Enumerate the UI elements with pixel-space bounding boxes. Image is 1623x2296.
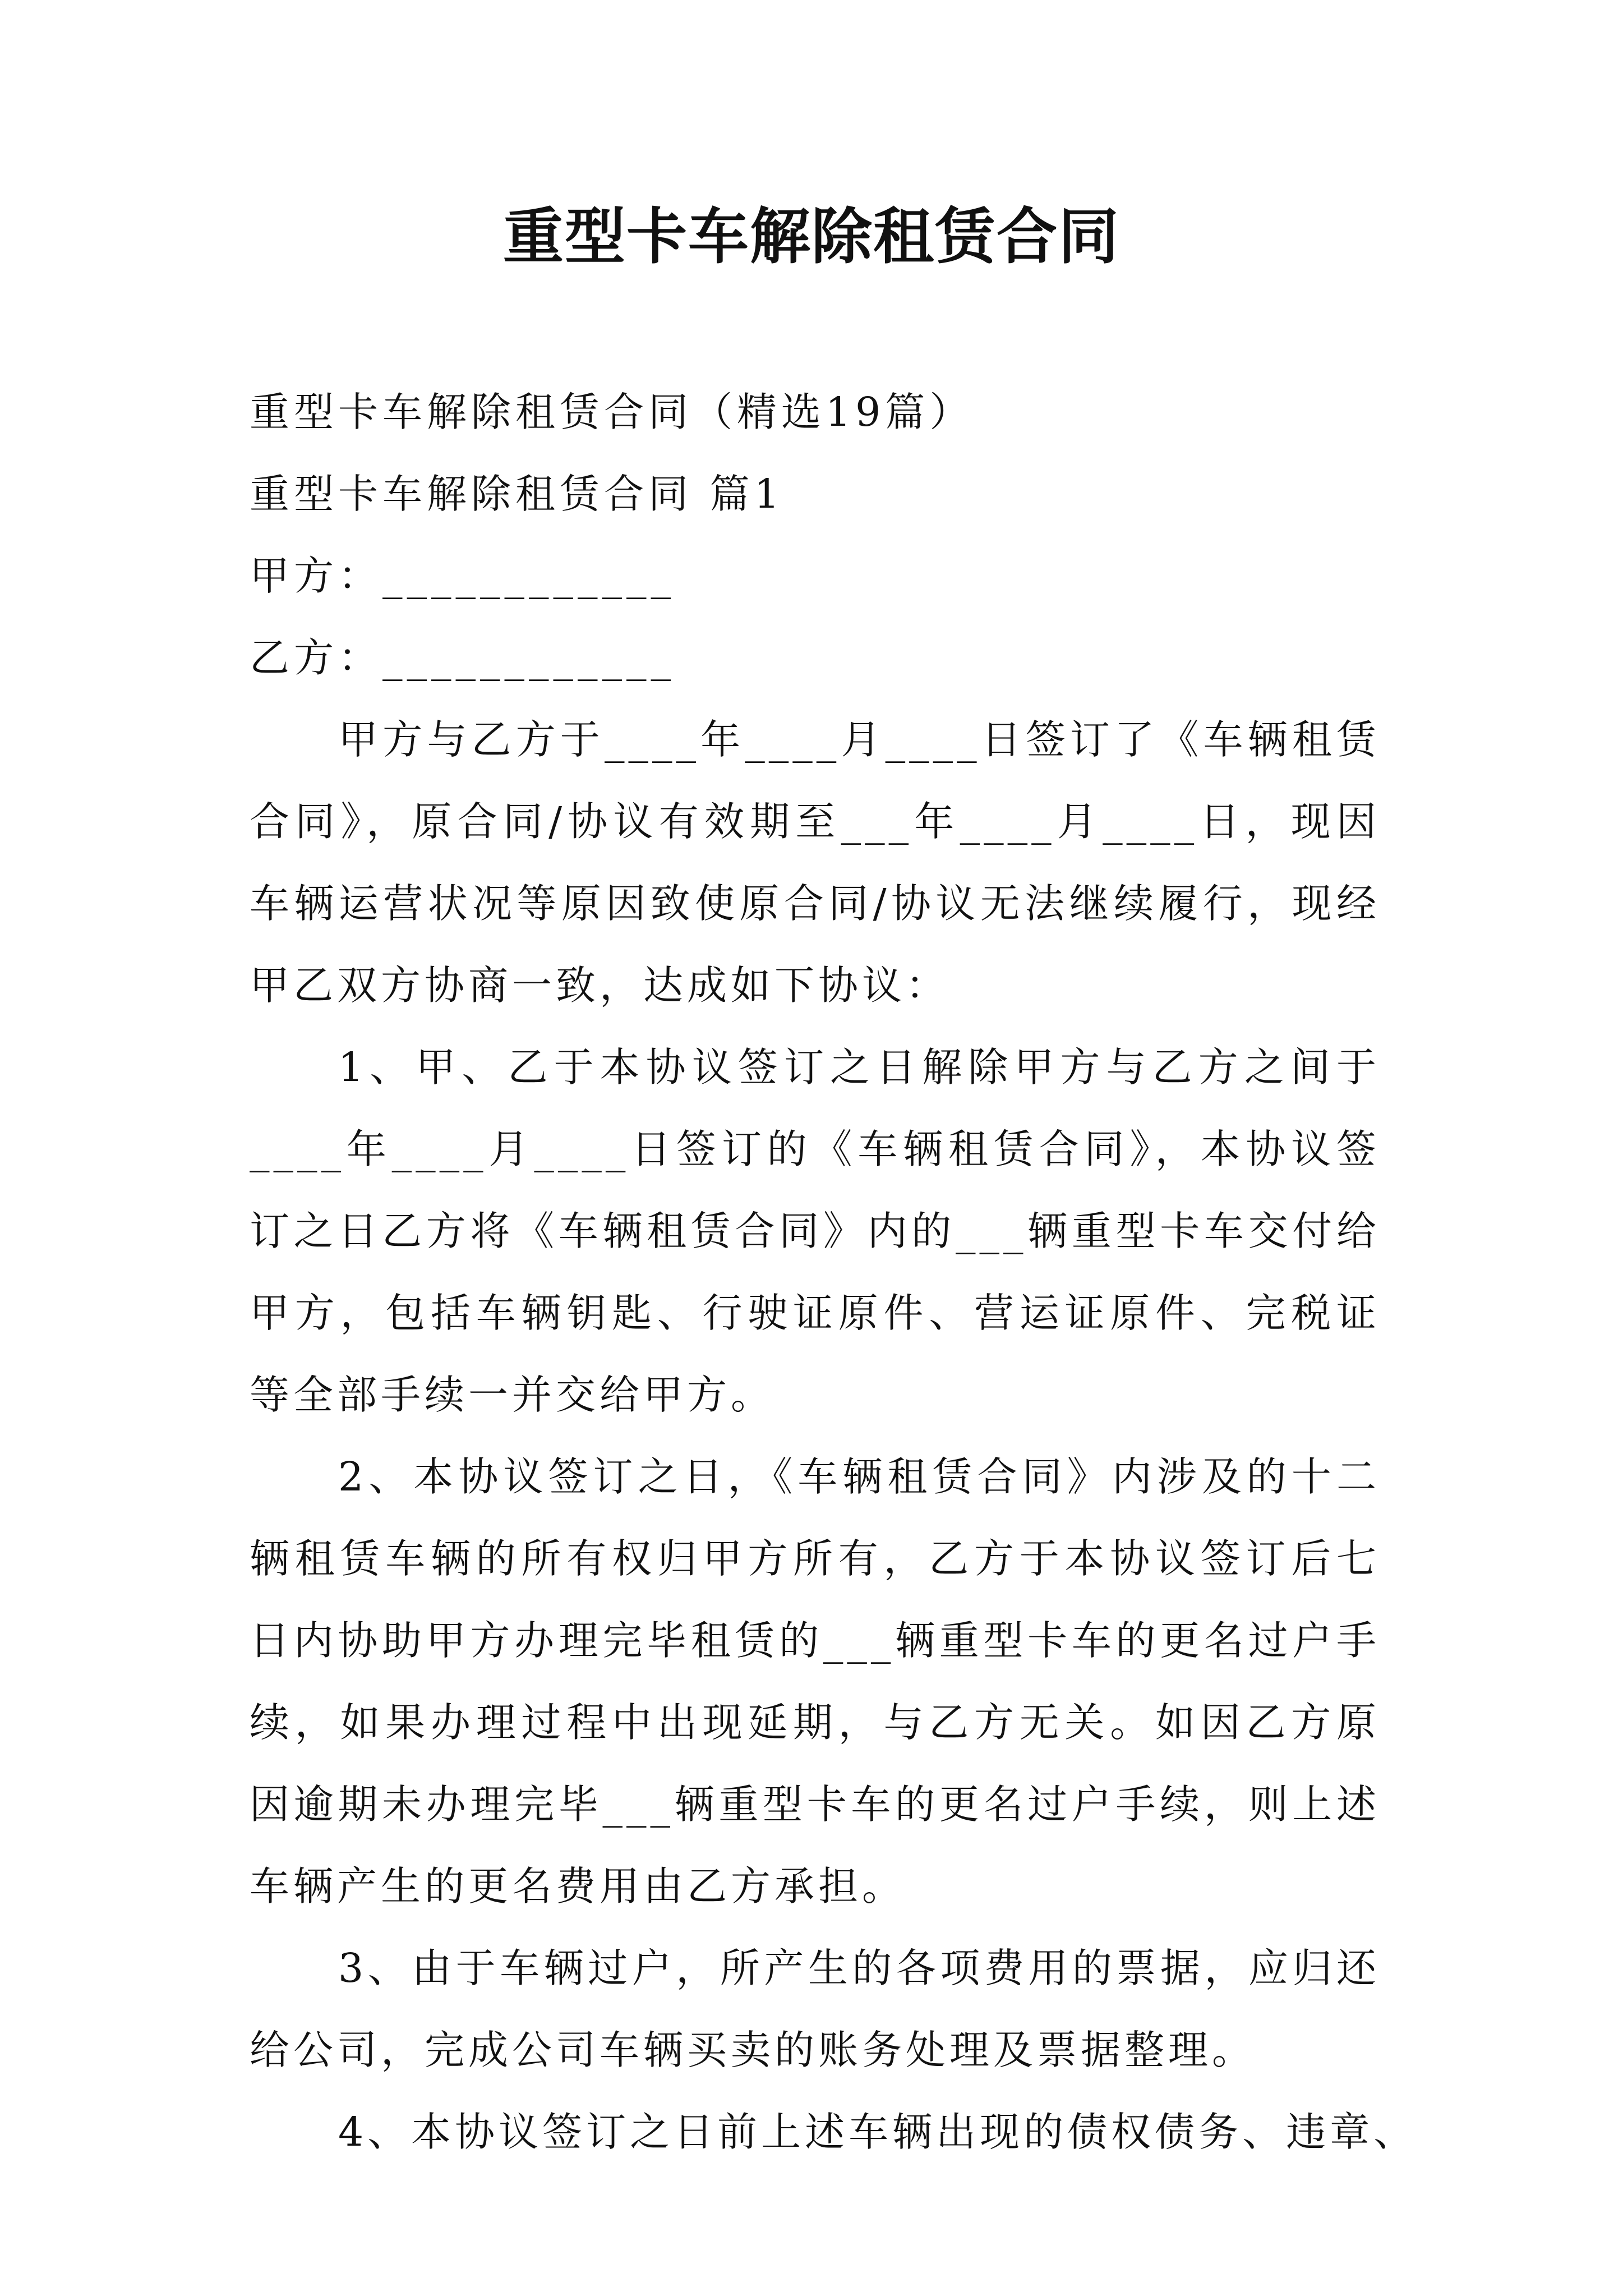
document-title: 重型卡车解除租赁合同 [502, 201, 1120, 272]
clause-4: 4、本协议签订之日前上述车辆出现的债权债务、违章、 [338, 2109, 1418, 2155]
clause-2: 2、本协议签订之日，《车辆租赁合同》内涉及的十二辆租赁车辆的所有权归甲方所有，乙方于本协议签订后七日内协助甲方办理完毕租赁的___辆重型卡车的更名过户手续，如果办理过程中出现延期，与乙方无关。如因乙方原因逾期未办理完毕___辆重型卡车的更名过户手续，则上述车辆产生的更名费用由乙方承担。 [250, 1453, 1380, 1910]
party-a-line: 甲方：____________ [250, 553, 676, 599]
clause-3: 3、由于车辆过户，所产生的各项费用的票据，应归还给公司，完成公司车辆买卖的账务处理及票据整理。 [250, 1945, 1380, 2073]
section-heading: 重型卡车解除租赁合同 篇1 [250, 471, 784, 517]
document-body [250, 371, 1391, 699]
contract-clauses [250, 699, 1418, 2173]
party-b-line: 乙方：____________ [250, 634, 676, 681]
clause-1: 1、甲、乙于本协议签订之日解除甲方与乙方之间于____年____月____日签订的《车辆租赁合同》，本协议签订之日乙方将《车辆租赁合同》内的___辆重型卡车交付给甲方，包括车辆钥匙、行驶证原件、营运证原件、完税证等全部手续一并交给甲方。 [250, 1044, 1380, 1418]
intro-paragraph: 甲方与乙方于____年____月____日签订了《车辆租赁合同》，原合同/协议有效期至___年____月____日，现因车辆运营状况等原因致使原合同/协议无法继续履行，现经甲乙双方协商一致，达成如下协议： [250, 716, 1380, 1009]
document-subtitle: 重型卡车解除租赁合同（精选19篇） [250, 389, 974, 435]
